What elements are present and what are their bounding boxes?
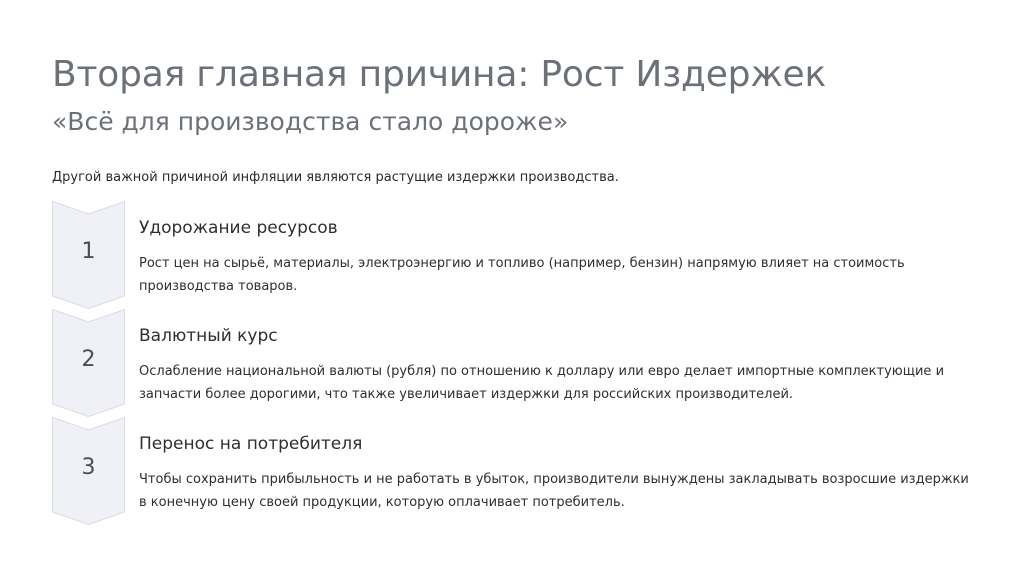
- steps-list: [52, 201, 992, 525]
- step-number: 1: [81, 239, 96, 264]
- slide-subtitle: «Всё для производства стало дороже»: [52, 107, 569, 136]
- step-number: 3: [81, 455, 96, 480]
- step-title: Удорожание ресурсов: [139, 218, 338, 238]
- step-item-1: [52, 201, 992, 309]
- step-item-3: [52, 417, 992, 525]
- slide-title: Вторая главная причина: Рост Издержек: [52, 54, 827, 95]
- step-title: Перенос на потребителя: [139, 434, 363, 454]
- step-description: Рост цен на сырьё, материалы, электроэнергию и топливо (например, бензин) напрямую влияет на стоимость производства товаров.: [139, 256, 905, 294]
- step-description: Чтобы сохранить прибыльность и не работать в убыток, производители вынуждены закладывать возросшие издержки в конечную цену своей продукции, которую оплачивает потребитель.: [139, 472, 969, 510]
- intro-text: Другой важной причиной инфляции являются растущие издержки производства.: [52, 170, 619, 185]
- step-number: 2: [81, 347, 96, 372]
- step-description: Ослабление национальной валюты (рубля) по отношению к доллару или евро делает импортные комплектующие и запчасти более дорогими, что также увеличивает издержки для российских производителей.: [139, 364, 945, 402]
- step-title: Валютный курс: [139, 326, 278, 346]
- step-item-2: [52, 309, 992, 417]
